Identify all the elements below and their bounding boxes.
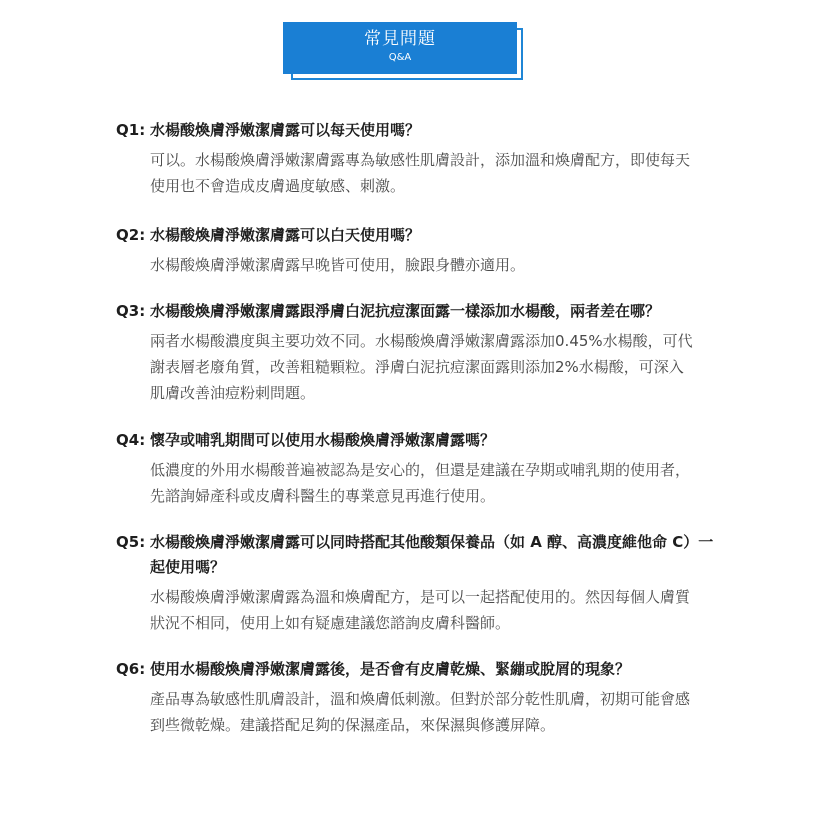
- faq-question-text: 水楊酸煥膚淨嫩潔膚露可以白天使用嗎？: [150, 226, 421, 244]
- header-banner-box: [283, 22, 517, 74]
- faq-question-number: Q1:: [116, 121, 146, 139]
- faq-answer-5: 水楊酸煥膚淨嫩潔膚露為溫和煥膚配方，是可以一起搭配使用的。然因每個人膚質狀況不相同，使用上如有疑慮建議您諮詢皮膚科醫師。: [150, 588, 691, 632]
- faq-list: [116, 118, 716, 738]
- header-banner: [283, 22, 519, 78]
- faq-item-2: [116, 223, 716, 278]
- faq-question-number: Q5:: [116, 533, 146, 551]
- faq-question-number: Q2:: [116, 226, 146, 244]
- faq-question-text: 水楊酸煥膚淨嫩潔膚露跟淨膚白泥抗痘潔面露一樣添加水楊酸，兩者差在哪？: [150, 302, 661, 320]
- faq-question-1: [116, 118, 716, 143]
- faq-question-number: Q3:: [116, 302, 146, 320]
- faq-item-6: [116, 657, 716, 738]
- faq-question-4: [116, 428, 716, 453]
- faq-answer-4: 低濃度的外用水楊酸普遍被認為是安心的，但還是建議在孕期或哺乳期的使用者，先諮詢婦產科或皮膚科醫生的專業意見再進行使用。: [150, 461, 691, 505]
- faq-question-2: [116, 223, 716, 248]
- faq-question-text: 使用水楊酸煥膚淨嫩潔膚露後，是否會有皮膚乾燥、緊繃或脫屑的現象？: [150, 660, 631, 678]
- faq-question-number: Q4:: [116, 431, 146, 449]
- faq-question-3: [116, 299, 716, 324]
- faq-question-text: 水楊酸煥膚淨嫩潔膚露可以同時搭配其他酸類保養品（如 A 醇、高濃度維他命 C）一起使用嗎？: [150, 533, 714, 576]
- faq-question-text: 水楊酸煥膚淨嫩潔膚露可以每天使用嗎？: [150, 121, 421, 139]
- faq-answer-2: 水楊酸煥膚淨嫩潔膚露早晚皆可使用，臉跟身體亦適用。: [150, 256, 526, 274]
- faq-answer-6: 產品專為敏感性肌膚設計，溫和煥膚低刺激。但對於部分乾性肌膚，初期可能會感到些微乾燥。建議搭配足夠的保濕產品，來保濕與修護屏障。: [150, 690, 691, 734]
- page-subtitle: Q&A: [388, 52, 412, 63]
- faq-answer-1: 可以。水楊酸煥膚淨嫩潔膚露專為敏感性肌膚設計，添加溫和煥膚配方，即使每天使用也不會造成皮膚過度敏感、刺激。: [150, 151, 691, 195]
- faq-answer-3: 兩者水楊酸濃度與主要功效不同。水楊酸煥膚淨嫩潔膚露添加0.45%水楊酸，可代謝表層老廢角質，改善粗糙顆粒。淨膚白泥抗痘潔面露則添加2%水楊酸，可深入肌膚改善油痘粉刺問題。: [150, 332, 693, 402]
- faq-question-number: Q6:: [116, 660, 146, 678]
- faq-question-6: [116, 657, 716, 682]
- page-title: 常見問題: [364, 29, 436, 49]
- faq-item-1: [116, 118, 716, 199]
- faq-item-4: [116, 428, 716, 509]
- faq-item-3: [116, 299, 716, 406]
- faq-item-5: [116, 530, 716, 636]
- faq-question-5: [116, 530, 716, 580]
- faq-question-text: 懷孕或哺乳期間可以使用水楊酸煥膚淨嫩潔膚露嗎？: [150, 431, 496, 449]
